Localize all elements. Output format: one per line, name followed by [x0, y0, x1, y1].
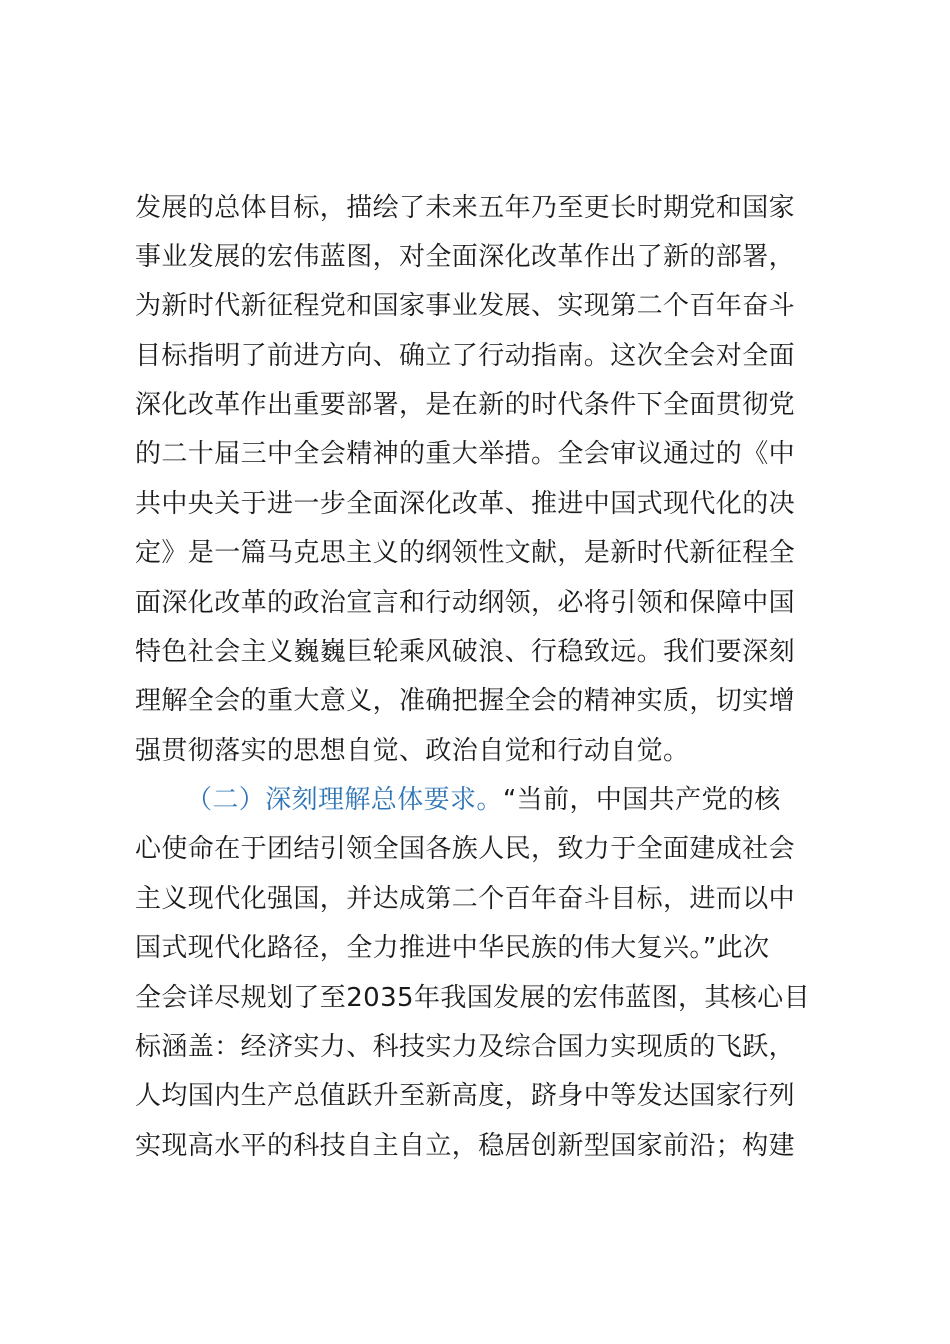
paragraph-line: 事业发展的宏伟蓝图，对全面深化改革作出了新的部署，: [135, 242, 796, 272]
paragraph-line: 发展的总体目标，描绘了未来五年乃至更长时期党和国家: [135, 193, 796, 223]
paragraph-line: 深化改革作出重要部署，是在新的时代条件下全面贯彻党: [135, 390, 796, 420]
paragraph-line: 为新时代新征程党和国家事业发展、实现第二个百年奋斗: [135, 291, 796, 321]
paragraph-line: 面深化改革的政治宣言和行动纲领，必将引领和保障中国: [135, 588, 796, 618]
paragraph-line: 人均国内生产总值跃升至新高度，跻身中等发达国家行列: [135, 1081, 796, 1111]
paragraph-line: 定》是一篇马克思主义的纲领性文献，是新时代新征程全: [135, 538, 796, 568]
paragraph-line: 国式现代化路径，全力推进中华民族的伟大复兴。”此次: [135, 933, 770, 963]
paragraph-line: 全会详尽规划了至2035年我国发展的宏伟蓝图，其核心目: [135, 983, 810, 1013]
paragraph-line: 共中央关于进一步全面深化改革、推进中国式现代化的决: [135, 489, 796, 519]
section-heading: （二）深刻理解总体要求。: [186, 785, 503, 815]
section-first-line: [186, 780, 906, 820]
paragraph-line: 的二十届三中全会精神的重大举措。全会审议通过的《中: [135, 439, 796, 469]
paragraph-line: 标涵盖：经济实力、科技实力及综合国力实现质的飞跃，: [135, 1032, 796, 1062]
paragraph-line: 实现高水平的科技自主自立，稳居创新型国家前沿；构建: [135, 1131, 796, 1161]
paragraph-line: 主义现代化强国，并达成第二个百年奋斗目标，进而以中: [135, 884, 796, 914]
paragraph-line: 目标指明了前进方向、确立了行动指南。这次全会对全面: [135, 341, 796, 371]
paragraph-line: 心使命在于团结引领全国各族人民，致力于全面建成社会: [135, 834, 796, 864]
section-first-line-text: “当前，中国共产党的核: [502, 785, 781, 815]
paragraph-line: 特色社会主义巍巍巨轮乘风破浪、行稳致远。我们要深刻: [135, 637, 796, 667]
paragraph-line: 理解全会的重大意义，准确把握全会的精神实质，切实增: [135, 686, 796, 716]
paragraph-line: 强贯彻落实的思想自觉、政治自觉和行动自觉。: [135, 736, 690, 766]
